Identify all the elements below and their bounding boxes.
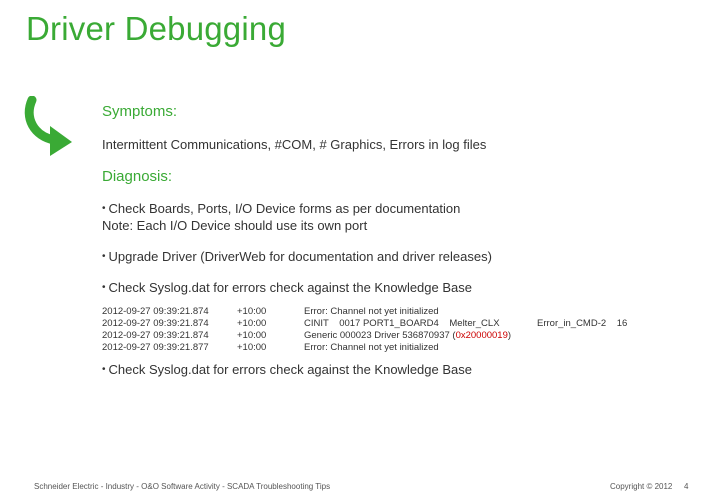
bullet-marker: • bbox=[102, 364, 106, 375]
bullet-text: Check Syslog.dat for errors check against the Knowledge Base bbox=[108, 280, 472, 295]
bullet-item bbox=[102, 362, 472, 377]
diagnosis-heading: Diagnosis: bbox=[102, 168, 173, 185]
log-timezone: +10:00 bbox=[237, 318, 267, 329]
log-error-code: Error_in_CMD-2 16 bbox=[537, 318, 628, 329]
bullet-text: Check Syslog.dat for errors check against the Knowledge Base bbox=[108, 362, 472, 377]
slide-title: Driver Debugging bbox=[26, 10, 286, 47]
log-timestamp: 2012-09-27 09:39:21.874 bbox=[102, 330, 209, 341]
bullet-marker: • bbox=[102, 282, 106, 293]
log-message: Error: Channel not yet initialized bbox=[304, 306, 439, 317]
log-error-hex: 0x20000019 bbox=[455, 330, 508, 341]
footer-text: Schneider Electric - Industry - O&O Software Activity - SCADA Troubleshooting Tips bbox=[34, 482, 331, 491]
log-message: Generic 000023 Driver 536870937 (0x20000019) bbox=[304, 330, 512, 341]
footer-copyright: Copyright © 2012 bbox=[610, 482, 673, 491]
bullet-marker: • bbox=[102, 203, 106, 214]
log-timezone: +10:00 bbox=[237, 306, 267, 317]
symptoms-heading: Symptoms: bbox=[102, 103, 178, 120]
page-number: 4 bbox=[684, 482, 689, 491]
log-timestamp: 2012-09-27 09:39:21.877 bbox=[102, 342, 209, 353]
log-timestamp: 2012-09-27 09:39:21.874 bbox=[102, 306, 209, 317]
bullet-item bbox=[102, 249, 492, 264]
note-text: Note: Each I/O Device should use its own port bbox=[102, 218, 368, 233]
bullet-item bbox=[102, 280, 472, 295]
bullet-item bbox=[102, 201, 460, 216]
log-message: Error: Channel not yet initialized bbox=[304, 342, 439, 353]
log-timezone: +10:00 bbox=[237, 330, 267, 341]
bullet-text: Check Boards, Ports, I/O Device forms as per documentation bbox=[108, 201, 461, 216]
symptoms-text: Intermittent Communications, #COM, # Graphics, Errors in log files bbox=[102, 137, 487, 152]
bullet-text: Upgrade Driver (DriverWeb for documentation and driver releases) bbox=[108, 249, 492, 264]
log-timestamp: 2012-09-27 09:39:21.874 bbox=[102, 318, 209, 329]
log-timezone: +10:00 bbox=[237, 342, 267, 353]
curved-arrow-icon bbox=[20, 96, 80, 160]
bullet-marker: • bbox=[102, 251, 106, 262]
log-message: CINIT 0017 PORT1_BOARD4 Melter_CLX bbox=[304, 318, 500, 329]
